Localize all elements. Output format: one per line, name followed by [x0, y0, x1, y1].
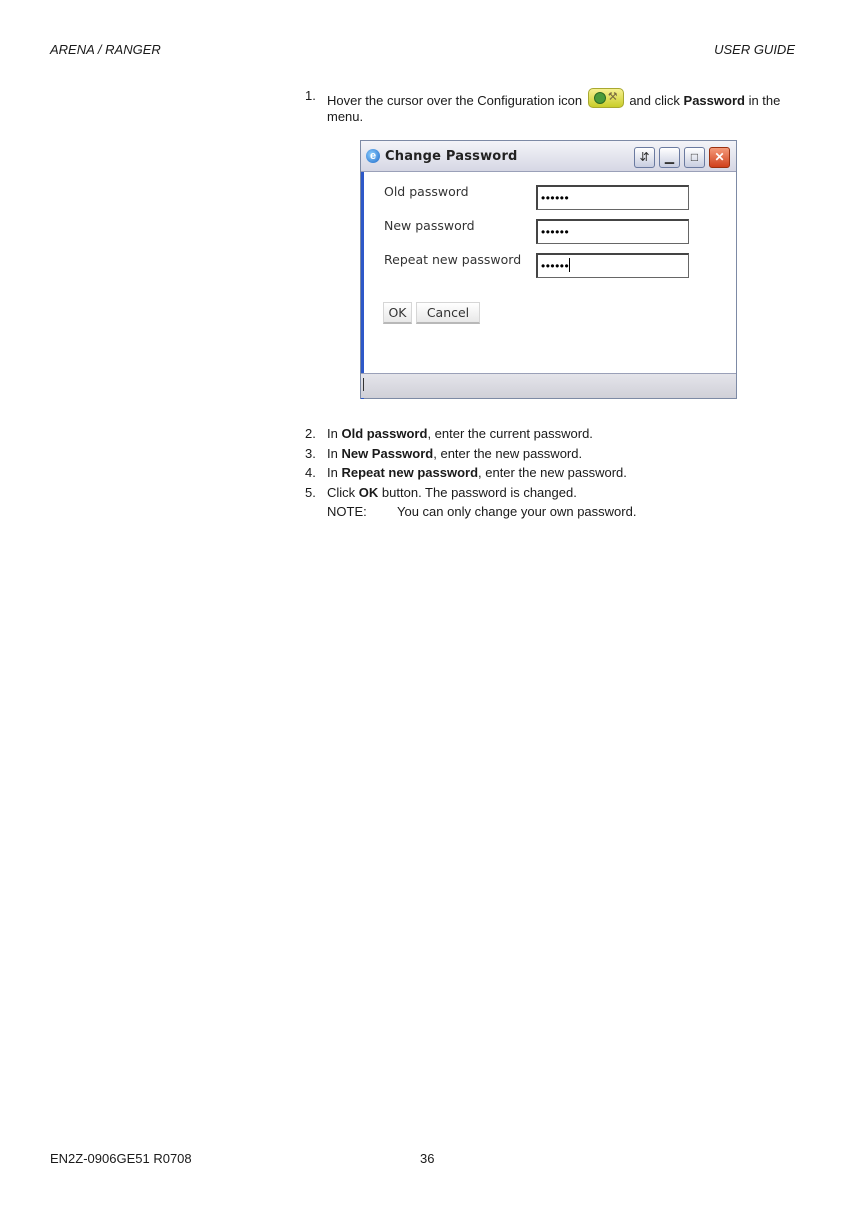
- repeat-password-input[interactable]: [536, 253, 689, 278]
- step-bold: OK: [358, 484, 379, 500]
- note-text: You can only change your own password.: [397, 504, 637, 519]
- step-text: , enter the new password.: [478, 465, 627, 480]
- status-cursor: [363, 378, 364, 391]
- step-number: 4.: [305, 465, 316, 480]
- step-bold: Repeat new password: [341, 465, 479, 480]
- new-password-input[interactable]: [536, 219, 689, 244]
- step-text: In: [327, 465, 338, 480]
- step-5: [305, 485, 805, 505]
- step-1: [305, 88, 795, 125]
- text-caret: [569, 258, 570, 272]
- ok-button[interactable]: OK: [383, 302, 412, 324]
- step-number: 2.: [305, 426, 316, 441]
- step-text: , enter the current password.: [427, 426, 593, 441]
- step-number: 5.: [305, 484, 316, 500]
- configuration-icon: ⚒: [588, 88, 624, 108]
- maximize-icon[interactable]: □: [684, 147, 705, 168]
- step-2: [305, 426, 805, 446]
- dialog-titlebar[interactable]: [361, 141, 736, 172]
- header-product: ARENA / RANGER: [50, 42, 161, 57]
- footer-page-number: 36: [420, 1151, 435, 1166]
- new-password-label: New password: [384, 218, 475, 233]
- old-password-input[interactable]: [536, 185, 689, 210]
- change-password-dialog: [360, 140, 737, 399]
- repeat-password-label: Repeat new password: [384, 252, 522, 267]
- step-text: In: [327, 445, 338, 461]
- step-text: button. The password is changed.: [381, 484, 577, 500]
- dialog-accent-bar: [361, 172, 364, 399]
- note: [305, 504, 805, 523]
- browser-icon: e: [366, 149, 380, 163]
- step-bold: Old password: [341, 426, 428, 441]
- repeat-password-value: ••••••: [541, 259, 570, 273]
- new-password-value: ••••••: [541, 225, 570, 239]
- step-text: In: [327, 426, 338, 441]
- step-text: in the menu.: [327, 93, 781, 124]
- step-3: [305, 446, 805, 466]
- step-number: 1.: [305, 88, 316, 103]
- step-number: 3.: [305, 445, 316, 461]
- steps-list: [305, 426, 805, 523]
- cancel-button[interactable]: Cancel: [416, 302, 480, 324]
- step-4: [305, 465, 805, 485]
- minimize-icon[interactable]: ▁: [659, 147, 680, 168]
- step-text: Hover the cursor over the Configuration icon: [327, 93, 583, 108]
- old-password-label: Old password: [384, 184, 469, 199]
- footer-doc-id: EN2Z-0906GE51 R0708: [50, 1151, 192, 1166]
- note-label: NOTE:: [327, 504, 367, 519]
- step-bold: Password: [683, 93, 745, 108]
- header-guide: USER GUIDE: [714, 42, 795, 57]
- step-bold: New Password: [341, 445, 434, 461]
- step-text: and click: [629, 93, 680, 108]
- old-password-value: ••••••: [541, 191, 570, 205]
- step-text: , enter the new password.: [433, 445, 583, 461]
- refresh-icon[interactable]: ⇵: [634, 147, 655, 168]
- step-text: Click: [327, 484, 356, 500]
- dialog-statusbar: [361, 373, 736, 398]
- close-icon[interactable]: ✕: [709, 147, 730, 168]
- dialog-title: Change Password: [385, 149, 518, 164]
